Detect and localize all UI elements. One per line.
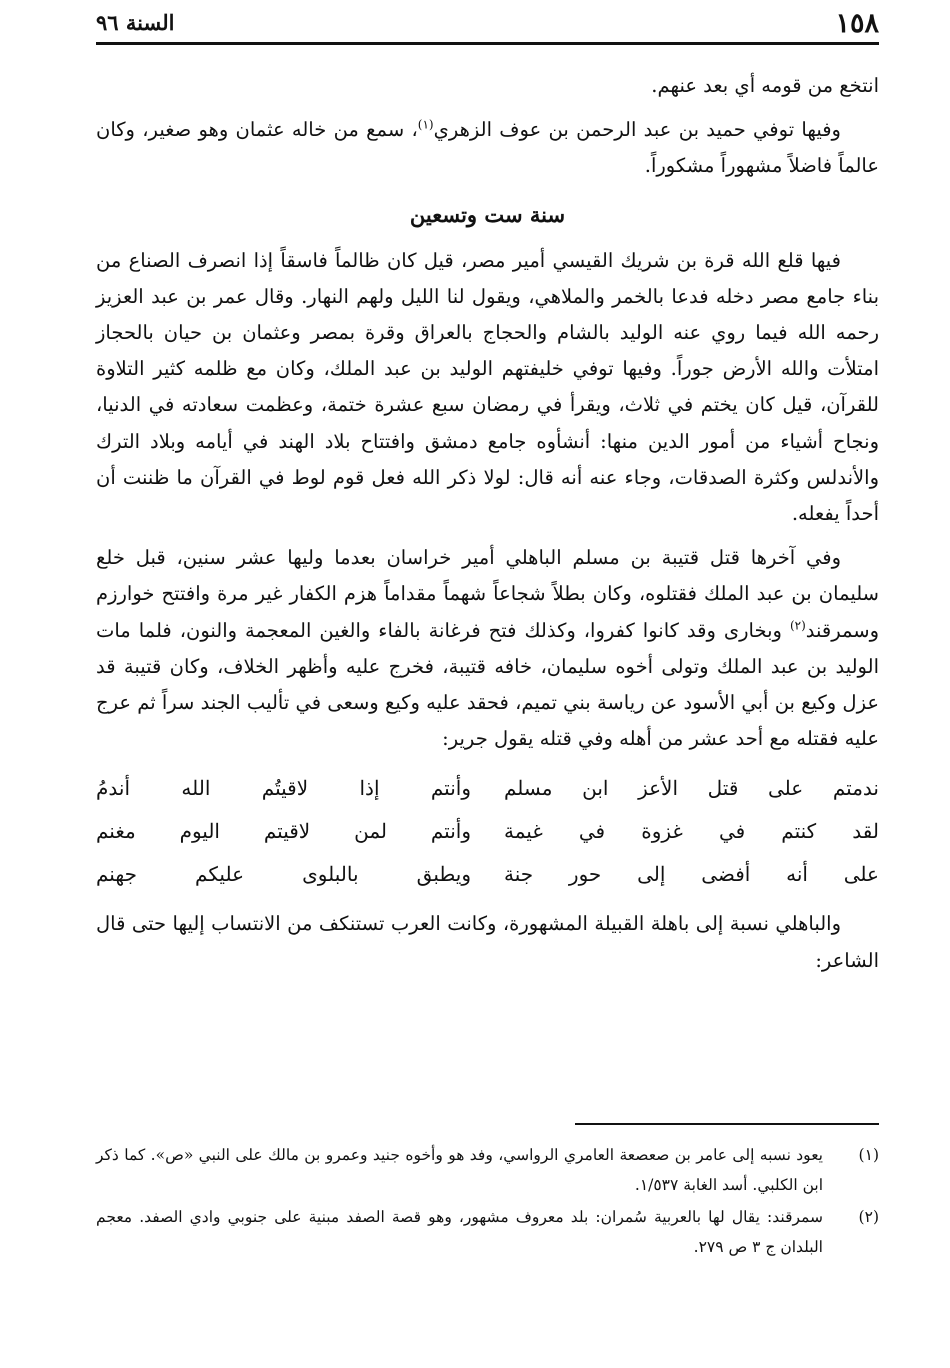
- paragraph-5: والباهلي نسبة إلى باهلة القبيلة المشهورة، وكانت العرب تستنكف من الانتساب إليها حتى قال الشاعر:: [96, 912, 879, 972]
- running-header: [96, 4, 879, 40]
- main-text: [96, 68, 879, 987]
- paragraph-2-text-a: وفيها توفي حميد بن عبد الرحمن بن عوف الزهري: [433, 118, 841, 142]
- poem-verse-3: [96, 853, 879, 896]
- paragraph-1: انتخع من قومه أي بعد عنهم.: [651, 74, 879, 97]
- verse-3-first-hemistich: على أنه أفضى إلى حور جنة: [504, 862, 879, 887]
- verse-1-second-hemistich: وأنتم إذا لاقيتُم الله أندمُ: [96, 776, 471, 801]
- paragraph-4-text-a: وفي آخرها قتل قتيبة بن مسلم الباهلي أمير خراسان بعدما وليها عشر سنين، قبل خلع سليمان بن عبد الملك فقتلوه، وكان بطلاً شجاعاً شهماً مقداماً هزم الكفار غير مرة وافتتح خوارزم وسمرقند: [96, 546, 879, 642]
- footnote-2: [96, 1202, 879, 1262]
- footnote-1-number: (١): [858, 1146, 879, 1164]
- verse-3-second-hemistich: ويطبق بالبلوى عليكم جهنم: [96, 862, 471, 887]
- paragraph-3: فيها قلع الله قرة بن شريك القيسي أمير مصر، قيل كان ظالماً فاسقاً إذا انصرف الصناع من بناء جامع مصر دخله فدعا بالخمر والملاهي، ويقول لنا الليل ولهم النهار. وقال عمر بن عبد العزيز رحمه الله فيما روي عنه الوليد بالشام والحجاج بالعراق وقرة بمصر وعثمان بن حيان بالحجاز امتلأت والله الأرض جوراً. وفيها توفي خليفتهم الوليد بن عبد الملك، وكان مع ظلمه كثير التلاوة للقرآن، قيل كان يختم في ثلاث، ويقرأ في رمضان سبع عشرة ختمة، وعظمت سعادته في الدنيا، ونجاح أشياء من أمور الدين منها: أنشأوه جامع دمشق وافتتاح بلاد الهند في أيامه وبلاد الترك والأندلس وكثرة الصدقات، وجاء عنه أنه قال: لولا ذكر الله فعل قوم لوط في القرآن ما ظننت أن أحداً يفعله.: [96, 248, 879, 526]
- footnote-1: [96, 1140, 879, 1200]
- paragraph-2-text-b: ، سمع من خاله عثمان وهو صغير، وكان عالماً فاضلاً مشهوراً مشكوراً.: [96, 118, 879, 178]
- header-rule: [96, 42, 879, 45]
- footnote-1-text: يعود نسبه إلى عامر بن صعصعة العامري الرواسي، وفد هو وأخوه جنيد وعمرو بن مالك على النبي «ص». كما ذكر ابن الكلبي. أسد الغابة ١/٥٣٧.: [96, 1146, 823, 1194]
- poem-verse-1: [96, 767, 879, 810]
- poem: [96, 767, 879, 896]
- poem-verse-2: [96, 810, 879, 853]
- footnote-rule: [575, 1123, 879, 1125]
- section-title: سنة ست وتسعين: [409, 201, 566, 227]
- paragraph-4: [96, 540, 879, 757]
- footnote-2-text: سمرقند: يقال لها بالعربية سُمران: بلد معروف مشهور، وهو قصة الصفد مبنية على جنوبي وادي الصفد. معجم البلدان ج ٣ ص ٢٧٩.: [96, 1208, 823, 1256]
- page-number: ١٥٨: [835, 8, 879, 39]
- year-label: السنة ٩٦: [96, 10, 175, 35]
- verse-1-first-hemistich: ندمتم على قتل الأعز ابن مسلم: [504, 776, 879, 801]
- footnote-2-number: (٢): [858, 1208, 879, 1226]
- footnote-ref-1: (١): [417, 117, 434, 132]
- verse-2-first-hemistich: لقد كنتم في غزوة في غيمة: [504, 819, 879, 844]
- verse-2-second-hemistich: وأنتم لمن لاقيتم اليوم مغنم: [96, 819, 471, 844]
- footnotes: [96, 1140, 879, 1264]
- footnote-ref-2: (٢): [789, 618, 806, 633]
- paragraph-2: [96, 112, 879, 184]
- paragraph-4-text-b: وبخارى وقد كانوا كفروا، وكذلك فتح فرغانة بالفاء والغين المعجمة والنون، فلما مات الوليد بن عبد الملك وتولى أخوه سليمان، خافه قتيبة، فخرج عليه وأظهر الخلاف، وكان قتيبة قد عزل وكيع بن أبي الأسود عن رياسة بني تميم، فحقد عليه وكيع وسعى في تأليب الجند سراً ثم عرج عليه فقتله مع أحد عشر من أهله وفي قتله يقول جرير:: [96, 618, 879, 751]
